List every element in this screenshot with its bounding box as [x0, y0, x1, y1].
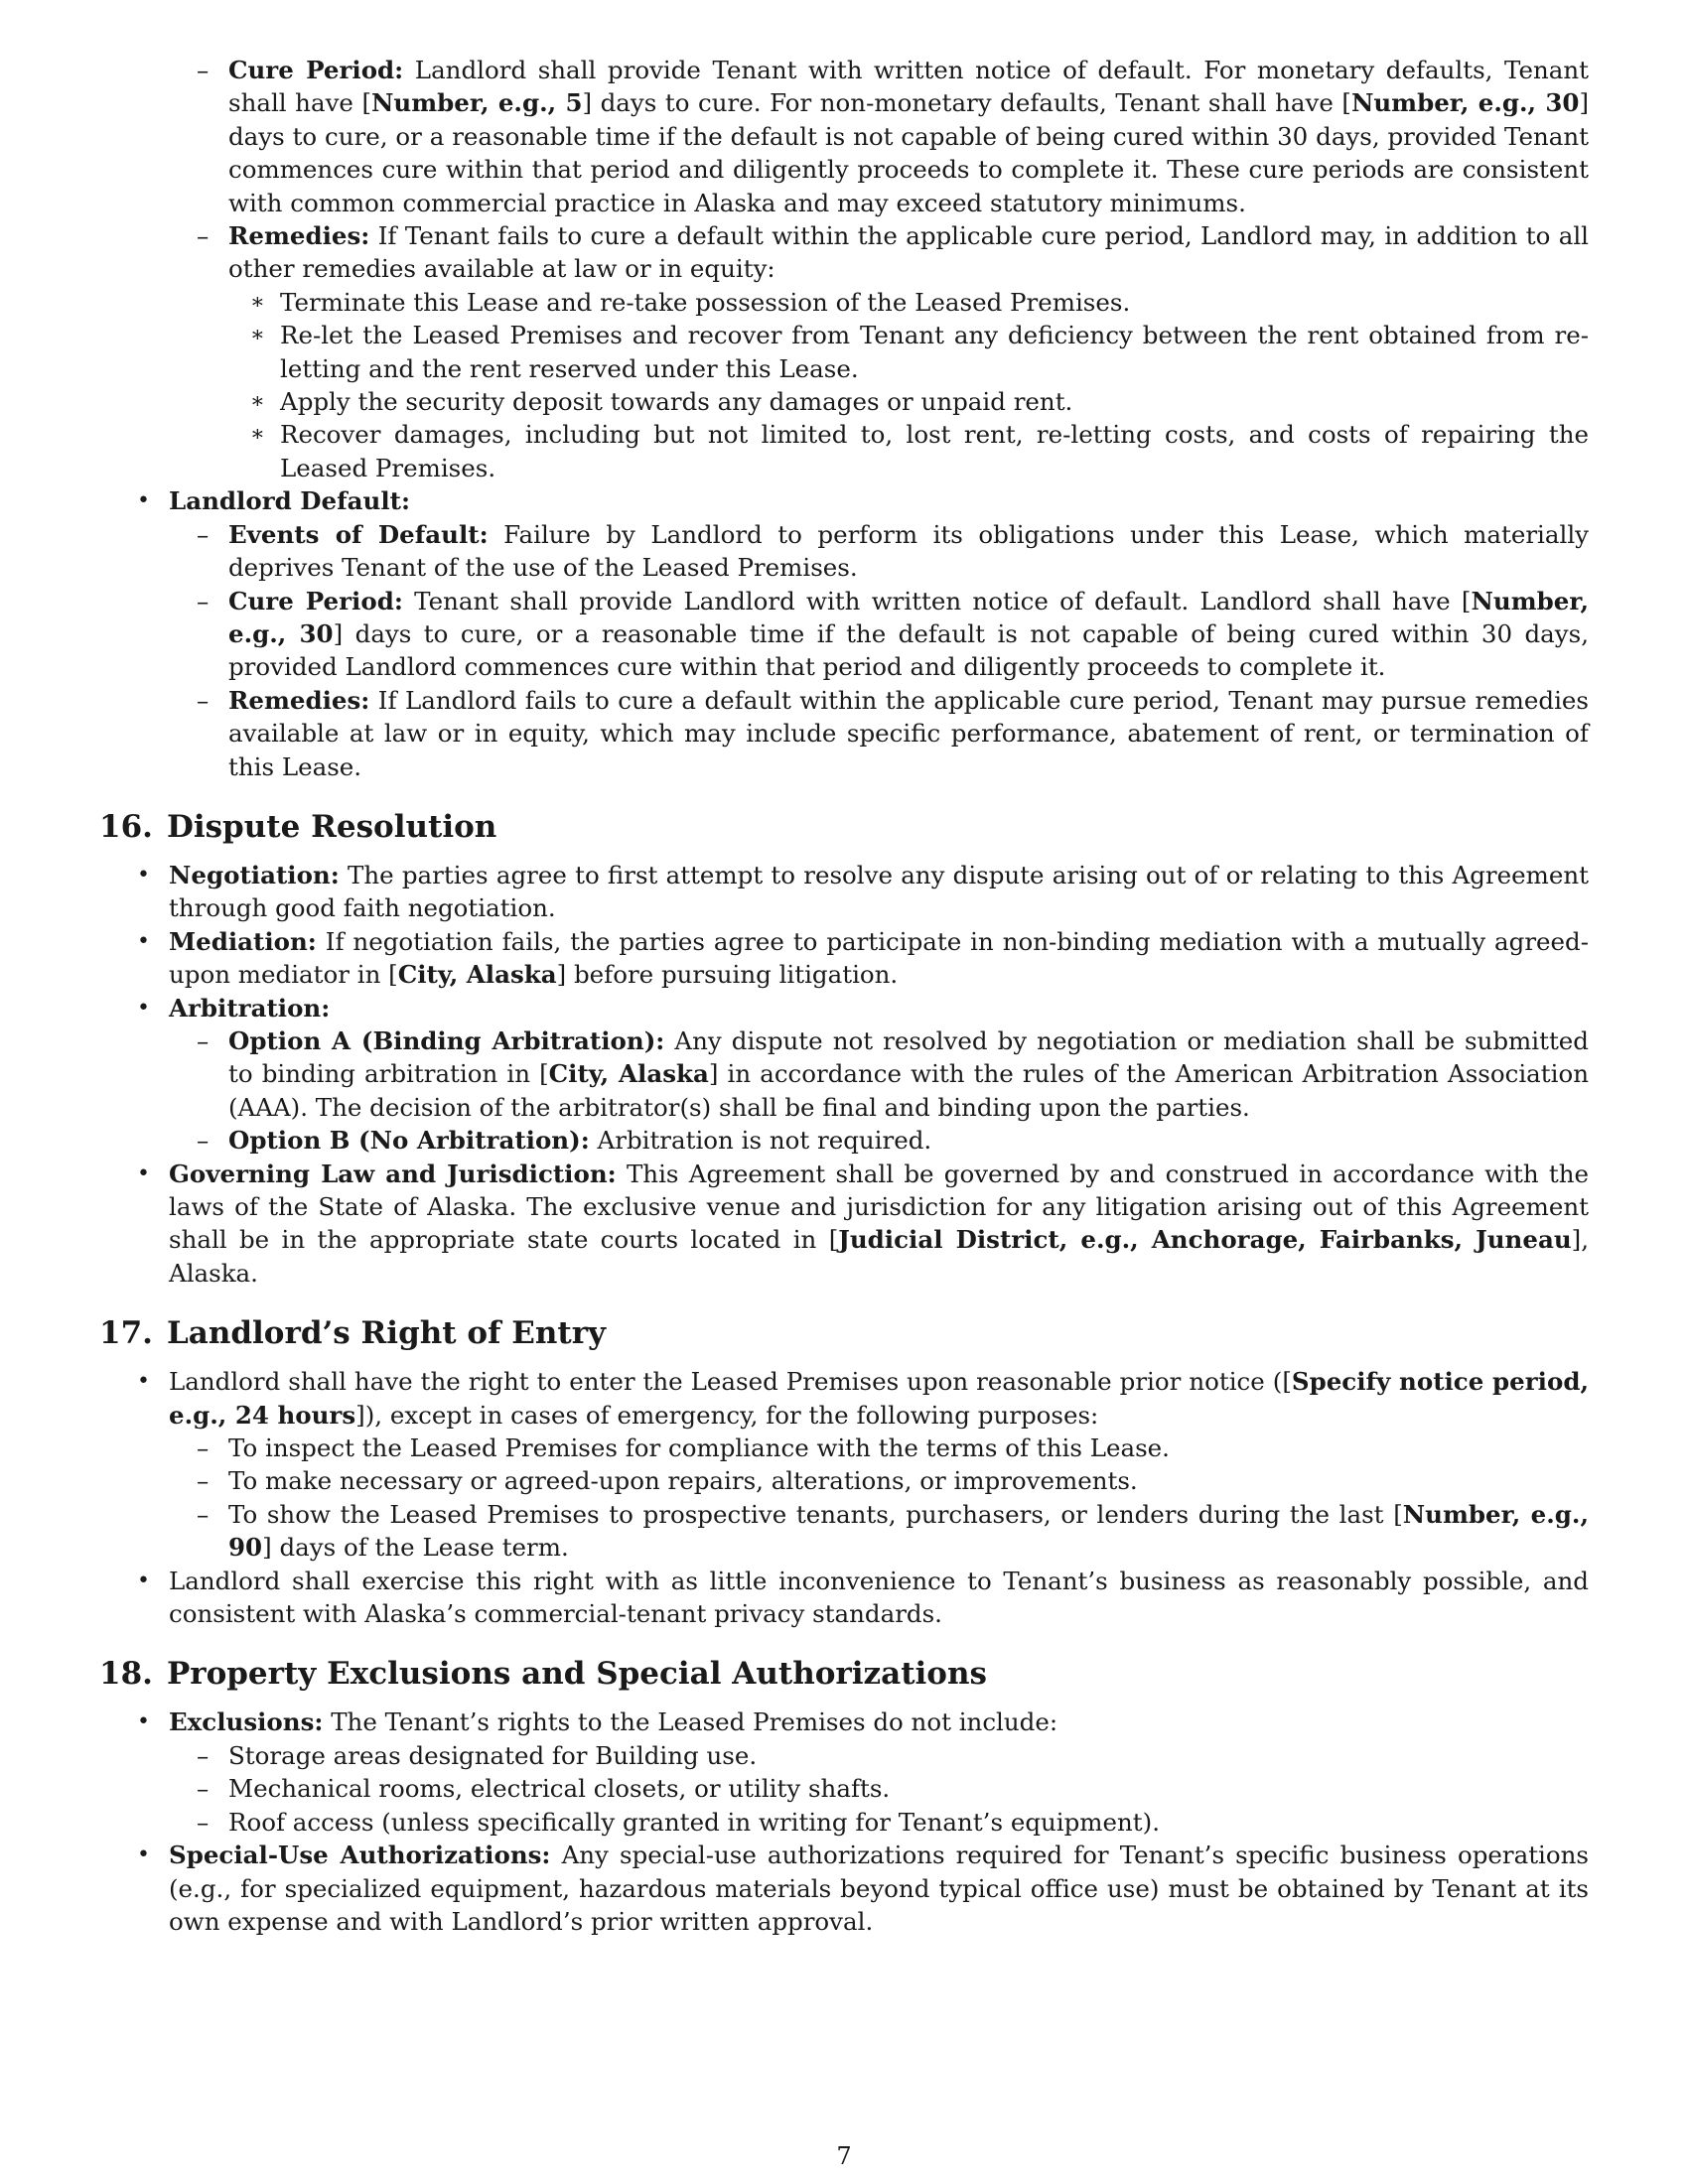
landlord-remedies: – Remedies: If Landlord fails to cure a default within the applicable cure period, Tenant may pursue remedies available at law or in equity, which may include specific performance, abatement of rent, or termination of this Lease. [197, 685, 1589, 781]
special-use-item: • Special-Use Authorizations: Any special-use authorizations required for Tenant’s specific business operations (e.g., for specialized equipment, hazardous materials beyond typical office use) must be obtained by Tenant at its own expense and with Landlord’s prior written approval. [137, 1841, 1589, 1936]
remedy-item: ∗ Recover damages, including but not limited to, lost rent, re-letting costs, and costs of repairing the Leased Premises. [250, 420, 1589, 482]
exclusions-item: • Exclusions: The Tenant’s rights to the Leased Premises do not include: [99, 1706, 1589, 1738]
exercise-right-item: • Landlord shall exercise this right with as little inconvenience to Tenant’s business as reasonably possible, and consistent with Alaska’s commercial-tenant privacy standards. [137, 1566, 1589, 1629]
exclusion-entry: – Mechanical rooms, electrical closets, or utility shafts. [99, 1772, 1589, 1805]
arbitration-item: • Arbitration: [99, 992, 1589, 1024]
entry-purpose: – To show the Leased Premises to prospective tenants, purchasers, or lenders during the last [Number, e.g., 90] days of the Lease term. [197, 1499, 1589, 1563]
placeholder-field: Specify notice period, e.g., 24 hours [169, 1367, 1589, 1430]
asterisk-marker: ∗ [250, 323, 265, 348]
dash-marker: – [197, 586, 210, 615]
bullet-marker: • [137, 1369, 150, 1395]
bullet-marker: • [137, 995, 150, 1021]
dash-marker: – [197, 1807, 210, 1837]
section-heading-16: 16. Dispute Resolution [99, 808, 497, 845]
bullet-marker: • [137, 488, 150, 514]
entry-purpose: – To make necessary or agreed-upon repairs, alterations, or improvements. [99, 1464, 1589, 1497]
dash-marker: – [197, 221, 210, 251]
landlord-cure-period: – Cure Period: Tenant shall provide Landlord with written notice of default. Landlord shall have [Number, e.g., 30] days to cure, or a reasonable time if the default is not capable of being cured within 30 days, provided Landlord commences cure within that period and diligently proceeds to complete it. [197, 586, 1590, 682]
dash-marker: – [197, 1499, 210, 1529]
document-page [99, 54, 1589, 1938]
remedy-item: ∗ Terminate this Lease and re-take possession of the Leased Premises. [99, 286, 1589, 319]
bullet-marker: • [137, 1709, 150, 1735]
tenant-cure-period: – Cure Period: Landlord shall provide Tenant with written notice of default. For monetary defaults, Tenant shall have [Number, e.g., 5] days to cure. For non-monetary defaults, Tenant shall have [Number, e.g., 30] days to cure, or a reasonable time if the default is not capable of being cured within 30 days, provided Tenant commences cure within that period and diligently proceeds to complete it. These cure periods are consistent with common commercial practice in Alaska and may exceed statutory minimums. [197, 56, 1590, 217]
landlord-events-of-default: – Events of Default: Failure by Landlord to perform its obligations under this Lease, which materially deprives Tenant of the use of the Leased Premises. [197, 519, 1590, 583]
mediation-item: • Mediation: If negotiation fails, the parties agree to participate in non-binding mediation with a mutually agreed-upon mediator in [City, Alaska] before pursuing litigation. [137, 926, 1589, 990]
landlord-default [99, 484, 1589, 517]
placeholder-field: Judicial District, e.g., Anchorage, Fairbanks, Juneau [838, 1225, 1572, 1255]
placeholder-field: Number, e.g., 30 [228, 586, 1590, 648]
dash-marker: – [197, 1774, 210, 1804]
exclusion-entry: – Roof access (unless specifically granted in writing for Tenant’s equipment). [99, 1806, 1589, 1839]
remedy-item: ∗ Apply the security deposit towards any damages or unpaid rent. [99, 385, 1589, 418]
asterisk-marker: ∗ [250, 289, 265, 315]
bullet-marker: • [137, 862, 150, 887]
placeholder-field: Number, e.g., 90 [228, 1499, 1589, 1563]
right-of-entry-item: • Landlord shall have the right to enter the Leased Premises upon reasonable prior notice ([Specify notice period, e.g., 24 hours]), except in cases of emergency, for the following purposes: [137, 1367, 1589, 1430]
dash-marker: – [197, 1740, 210, 1770]
arbitration-option-b: – Option B (No Arbitration): Arbitration is not required. [99, 1124, 1589, 1157]
asterisk-marker: ∗ [250, 422, 265, 448]
placeholder-field: City, Alaska [397, 960, 557, 990]
exclusion-entry: – Storage areas designated for Building use. [99, 1739, 1589, 1772]
dash-marker: – [197, 1466, 210, 1496]
governing-law-item: • Governing Law and Jurisdiction: This Agreement shall be governed by and construed in accordance with the laws of the State of Alaska. The exclusive venue and jurisdiction for any litigation arising out of this Agreement shall be in the appropriate state courts located in [Judicial District, e.g., Anchorage, Fairbanks, Juneau], Alaska. [137, 1159, 1590, 1288]
dash-marker: – [197, 519, 210, 549]
dash-marker: – [197, 56, 210, 84]
placeholder-field: City, Alaska [548, 1059, 709, 1089]
tenant-remedies: – Remedies: If Tenant fails to cure a default within the applicable cure period, Landlord may, in addition to all other remedies available at law or in equity: [197, 221, 1589, 284]
cure-period-label: Cure Period: [228, 56, 404, 84]
bullet-marker: • [137, 1160, 150, 1186]
negotiation-item: • Negotiation: The parties agree to first attempt to resolve any dispute arising out of or relating to this Agreement through good faith negotiation. [137, 860, 1589, 923]
placeholder-field: Number, e.g., 5 [371, 88, 583, 118]
placeholder-field: Number, e.g., 30 [1350, 88, 1580, 118]
dash-marker: – [197, 1025, 210, 1055]
bullet-marker: • [137, 1568, 150, 1593]
remedy-item: ∗ Re-let the Leased Premises and recover from Tenant any deficiency between the rent obtained from re-letting and the rent reserved under this Lease. [250, 321, 1589, 383]
bullet-marker: • [137, 928, 150, 954]
section-heading-17: 17. Landlord’s Right of Entry [99, 1315, 607, 1352]
page-number: 7 [836, 2142, 852, 2170]
dash-marker: – [197, 1126, 210, 1156]
asterisk-marker: ∗ [250, 389, 265, 415]
dash-marker: – [197, 1433, 210, 1463]
entry-purpose: – To inspect the Leased Premises for compliance with the terms of this Lease. [99, 1432, 1589, 1464]
dash-marker: – [197, 685, 210, 715]
bullet-marker: • [137, 1843, 150, 1868]
section-heading-18: 18. Property Exclusions and Special Authorizations [99, 1656, 987, 1693]
arbitration-option-a: – Option A (Binding Arbitration): Any dispute not resolved by negotiation or mediation shall be submitted to binding arbitration in [City, Alaska] in accordance with the rules of the American Arbitration Association (AAA). The decision of the arbitrator(s) shall be final and binding upon the parties. [197, 1025, 1589, 1122]
remedies-label: Remedies: [228, 221, 370, 251]
landlord-default-label: Landlord Default: [169, 486, 410, 516]
